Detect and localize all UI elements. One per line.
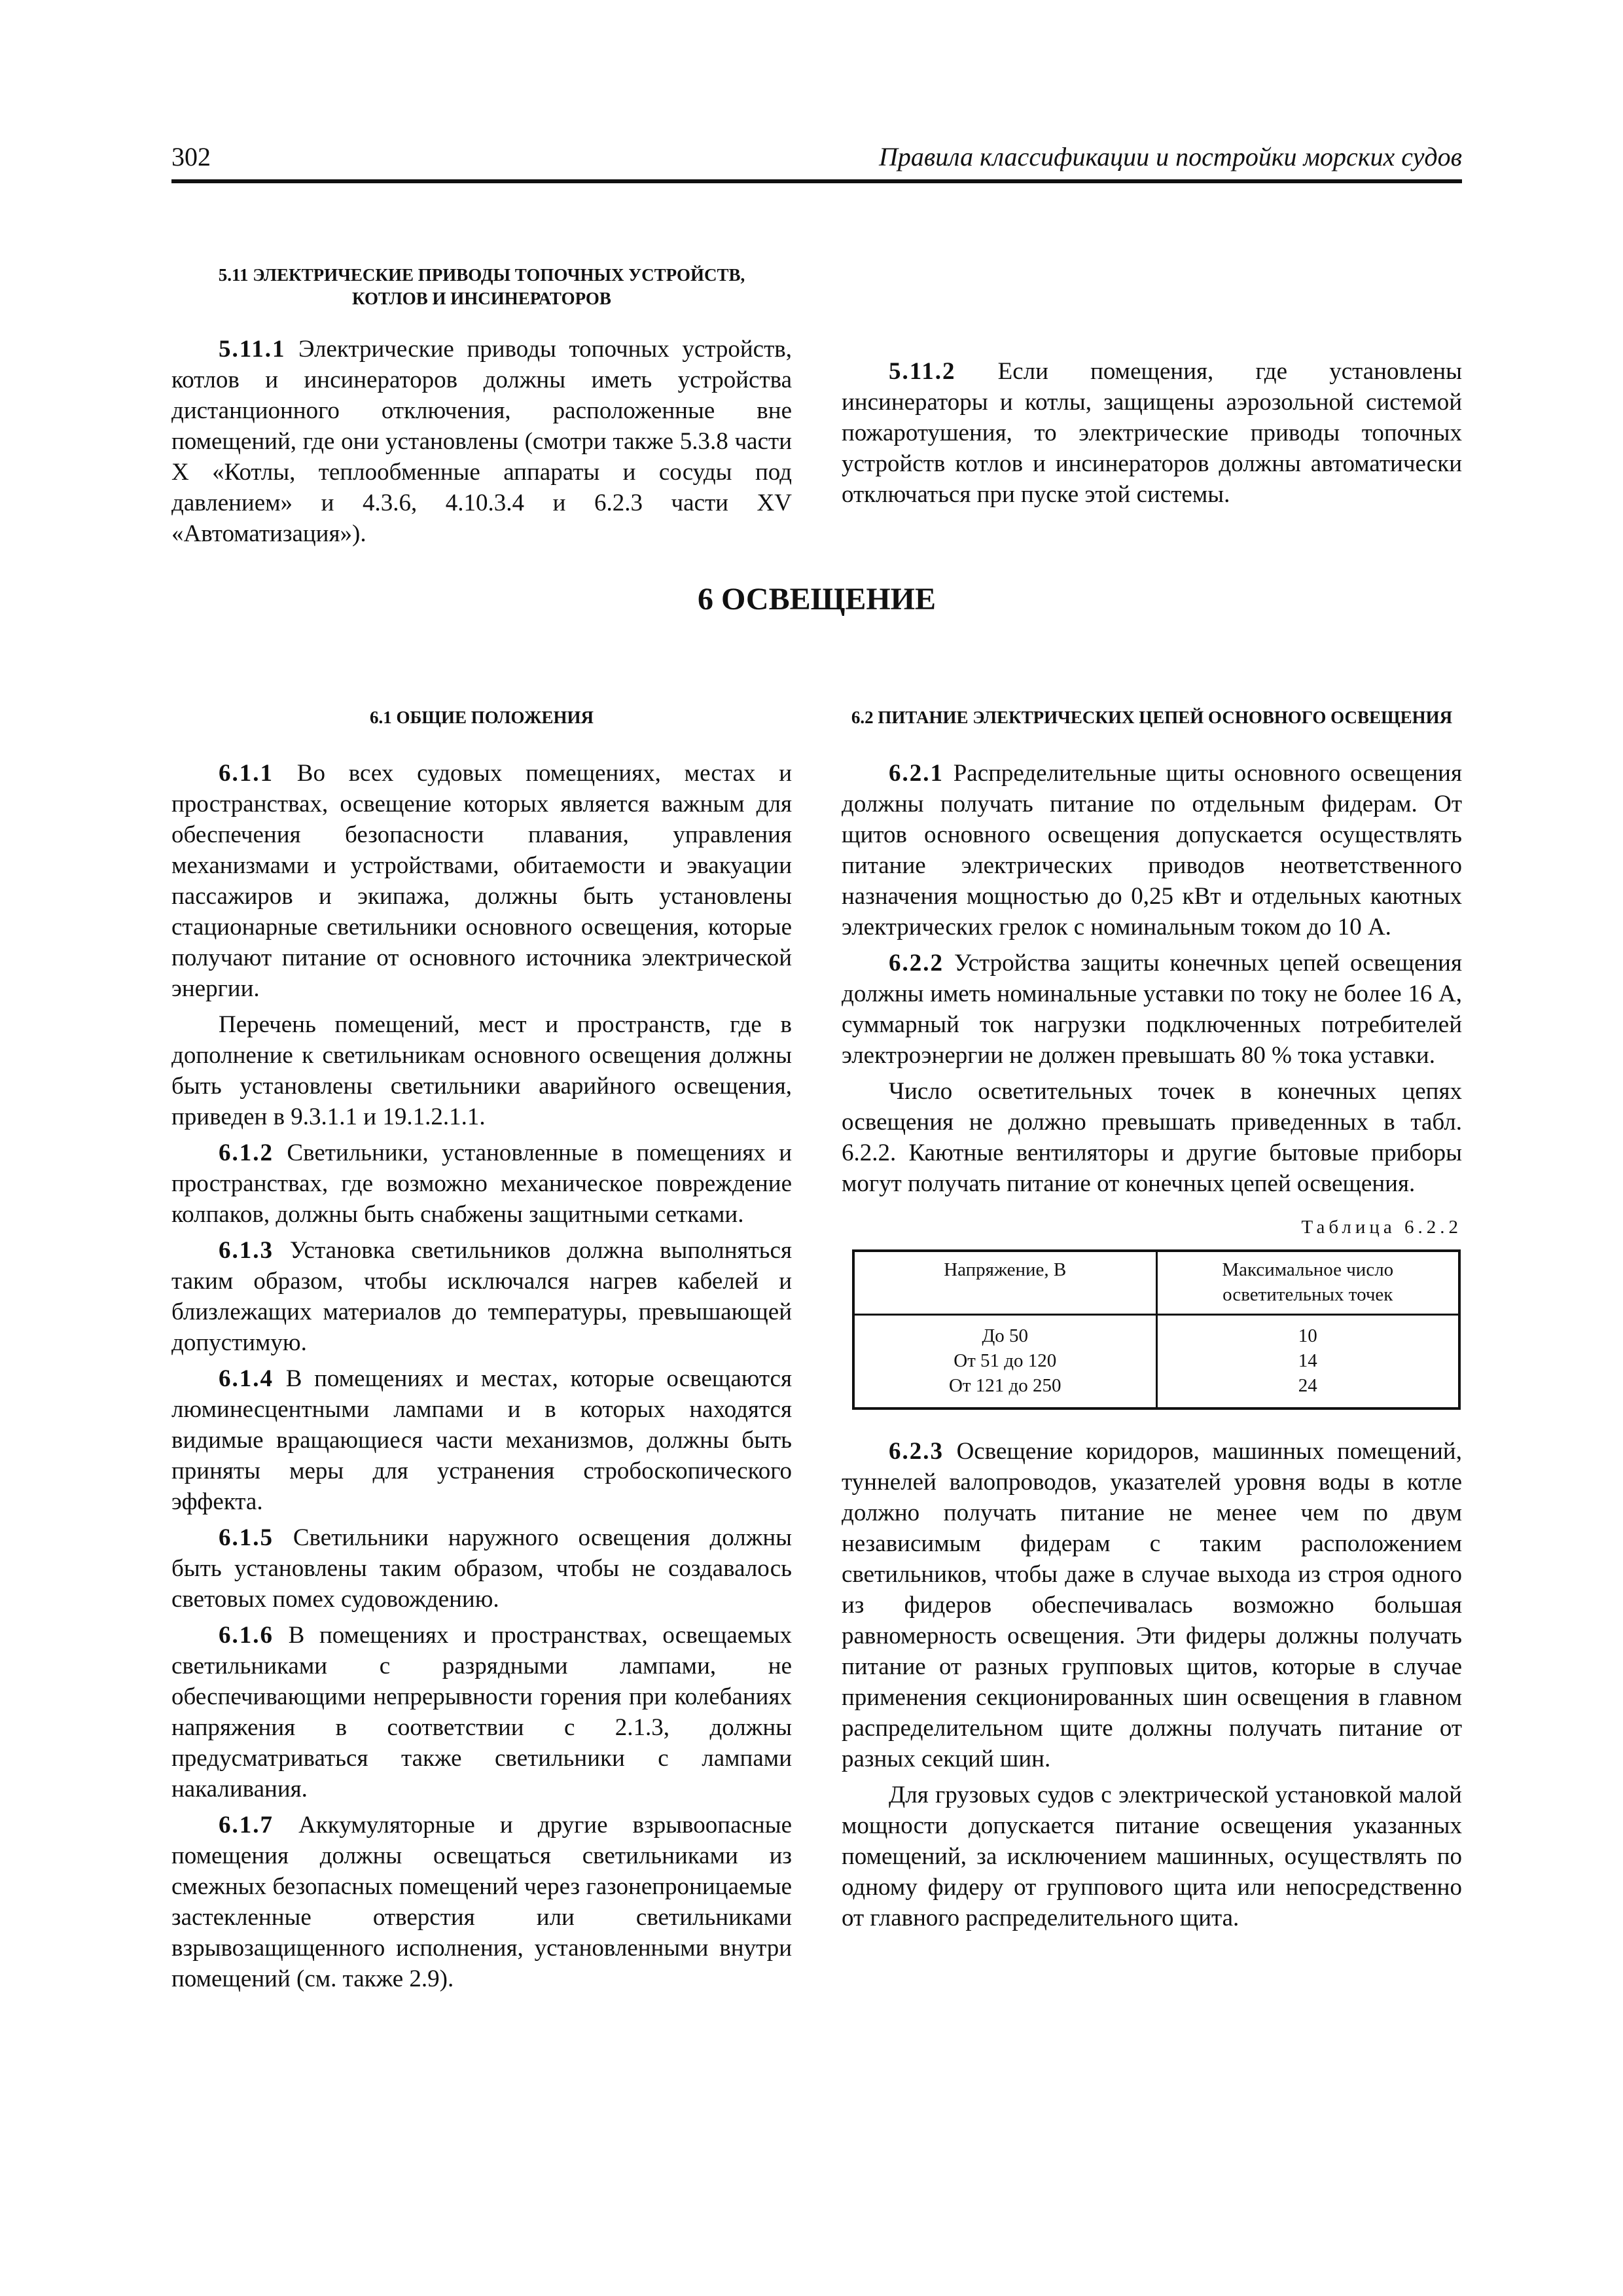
section-heading-6-1: 6.1 ОБЩИЕ ПОЛОЖЕНИЯ [369,708,594,727]
paragraph-6-2-3 [842,1436,1462,1774]
table-cell-points: 10 [1156,1315,1459,1349]
paragraph-text: В помещениях и местах, которые освещаются люминесцентными лампами и в которых находятся видимые вращающиеся части механизмов, должны быть приняты меры для устранения стробоскопического эффекта. [171,1365,792,1515]
section-6-2-column [842,706,1462,1933]
clause-number: 5.11.1 [219,336,286,363]
paragraph-text: Аккумуляторные и другие взрывоопасные помещения должны освещаться светильниками из смежных безопасных помещений через газонепроницаемые застекленные отверстия или светильниками взрывозащищенного исполнения, установленными внутри помещений (см. также 2.9). [171,1812,792,1992]
section-5-11-column [171,263,792,549]
paragraph-6-1-1 [171,758,792,1004]
paragraph-6-1-4 [171,1363,792,1517]
section-heading-6-2: 6.2 ПИТАНИЕ ЭЛЕКТРИЧЕСКИХ ЦЕПЕЙ ОСНОВНОГО ОСВЕЩЕНИЯ [851,708,1453,727]
clause-number: 6.1.5 [219,1524,274,1551]
table-row [853,1315,1459,1349]
clause-number: 5.11.2 [889,358,956,385]
paragraph-text: Освещение коридоров, машинных помещений, туннелей валопроводов, указателей уровня воды в котле должно получать питание не менее чем по двум независимым фидерам с таким расположением светильников, чтобы даже в случае выхода из строя одного из фидеров обеспечивалась возможно большая равномерность освещения. Эти фидеры должны получать питание от разных групповых щитов, которые в случае применения секционированных шин освещения в главном распределительном щите должны получать питание от разных секций шин. [842,1438,1462,1772]
running-title: Правила классификации и постройки морских судов [878,142,1462,171]
table-cell-points: 24 [1156,1373,1459,1408]
table-cell-points: 14 [1156,1348,1459,1373]
paragraph-6-2-2-points: Число осветительных точек в конечных цепях освещения не должно превышать приведенных в табл. 6.2.2. Каютные вентиляторы и другие бытовые приборы могут получать питание от конечных цепей освещения. [842,1078,1462,1197]
paragraph-6-1-7 [171,1810,792,1994]
clause-number: 6.2.3 [889,1438,944,1465]
paragraph-text: Электрические приводы топочных устройств, котлов и инсинераторов должны иметь устройства дистанционного отключения, расположенные вне помещений, где они установлены (смотри также 5.3.8 части X «Котлы, теплообменные аппараты и сосуды под давлением» и 4.3.6, 4.10.3.4 и 6.2.3 части XV «Автоматизация»). [171,336,792,547]
paragraph-text: Устройства защиты конечных цепей освещения должны иметь номинальные уставки по току не более 16 А, суммарный ток нагрузки подключенных потребителей электроэнергии не должен превышать 80 % тока уставки. [842,950,1462,1069]
paragraph-6-1-6 [171,1620,792,1804]
paragraph-6-1-1-list: Перечень помещений, мест и пространств, где в дополнение к светильникам основного освещения должны быть установлены светильники аварийного освещения, приведен в 9.3.1.1 и 19.1.2.1.1. [171,1011,792,1130]
clause-number: 6.2.2 [889,950,944,977]
section-5-11-2-column [842,356,1462,510]
table-header-points: Максимальное число осветительных точек [1156,1251,1459,1315]
paragraph-5-11-2 [842,356,1462,510]
table-caption: Таблица 6.2.2 [1301,1217,1462,1238]
section-6-1-column [171,706,792,1994]
lighting-points-table [852,1249,1461,1410]
section-heading-5-11: 5.11 ЭЛЕКТРИЧЕСКИЕ ПРИВОДЫ ТОПОЧНЫХ УСТРОЙСТВ, КОТЛОВ И ИНСИНЕРАТОРОВ [218,265,745,308]
chapter-title: 6 ОСВЕЩЕНИЕ [697,582,936,617]
paragraph-6-1-5 [171,1522,792,1615]
paragraph-text: Во всех судовых помещениях, местах и пространствах, освещение которых является важным для обеспечения безопасности плавания, управления механизмами и устройствами, обитаемости и эвакуации пассажиров и экипажа, должны быть установлены стационарные светильники основного освещения, которые получают питание от основного источника электрической энергии. [171,760,792,1002]
paragraph-5-11-1 [171,334,792,549]
paragraph-text: Светильники наружного освещения должны быть установлены таким образом, чтобы не создавалось световых помех судовождению. [171,1524,792,1613]
page-header [171,139,1462,183]
paragraph-6-2-3-cargo: Для грузовых судов с электрической установкой малой мощности допускается питание освещения указанных помещений, за исключением машинных, осуществлять по одному фидеру от группового щита или непосредственно от главного распределительного щита. [842,1782,1462,1931]
table-row [853,1373,1459,1408]
paragraph-6-1-3 [171,1235,792,1358]
paragraph-text: Светильники, установленные в помещениях и пространствах, где возможно механическое повреждение колпаков, должны быть снабжены защитными сетками. [171,1139,792,1228]
table-cell-voltage: До 50 [853,1315,1156,1349]
table-header-row [853,1251,1459,1315]
table-cell-voltage: От 121 до 250 [853,1373,1156,1408]
paragraph-6-2-2 [842,948,1462,1071]
table-cell-voltage: От 51 до 120 [853,1348,1156,1373]
paragraph-text: Распределительные щиты основного освещения должны получать питание по отдельным фидерам. От щитов основного освещения допускается осуществлять питание электрических приводов неответственного назначения мощностью до 0,25 кВт и отдельных каютных электрических грелок с номинальным током до 10 А. [842,760,1462,941]
page-number: 302 [171,142,211,171]
clause-number: 6.1.4 [219,1365,274,1392]
table-header-voltage: Напряжение, В [853,1251,1156,1315]
table-row [853,1348,1459,1373]
clause-number: 6.2.1 [889,760,944,787]
paragraph-6-1-2 [171,1138,792,1230]
clause-number: 6.1.7 [219,1812,274,1839]
paragraph-text: Если помещения, где установлены инсинераторы и котлы, защищены аэрозольной системой пожаротушения, то электрические приводы топочных устройств котлов и инсинераторов должны автоматически отключаться при пуске этой системы. [842,358,1462,508]
clause-number: 6.1.2 [219,1139,274,1166]
paragraph-text: Установка светильников должна выполняться таким образом, чтобы исключался нагрев кабелей и близлежащих материалов до температуры, превышающей допустимую. [171,1237,792,1356]
clause-number: 6.1.1 [219,760,274,787]
paragraph-text: В помещениях и пространствах, освещаемых светильниками с разрядными лампами, не обеспечивающими непрерывности горения при колебаниях напряжения в соответствии с 2.1.3, должны предусматриваться также светильники с лампами накаливания. [171,1622,792,1803]
clause-number: 6.1.3 [219,1237,274,1264]
clause-number: 6.1.6 [219,1622,274,1649]
paragraph-6-2-1 [842,758,1462,942]
